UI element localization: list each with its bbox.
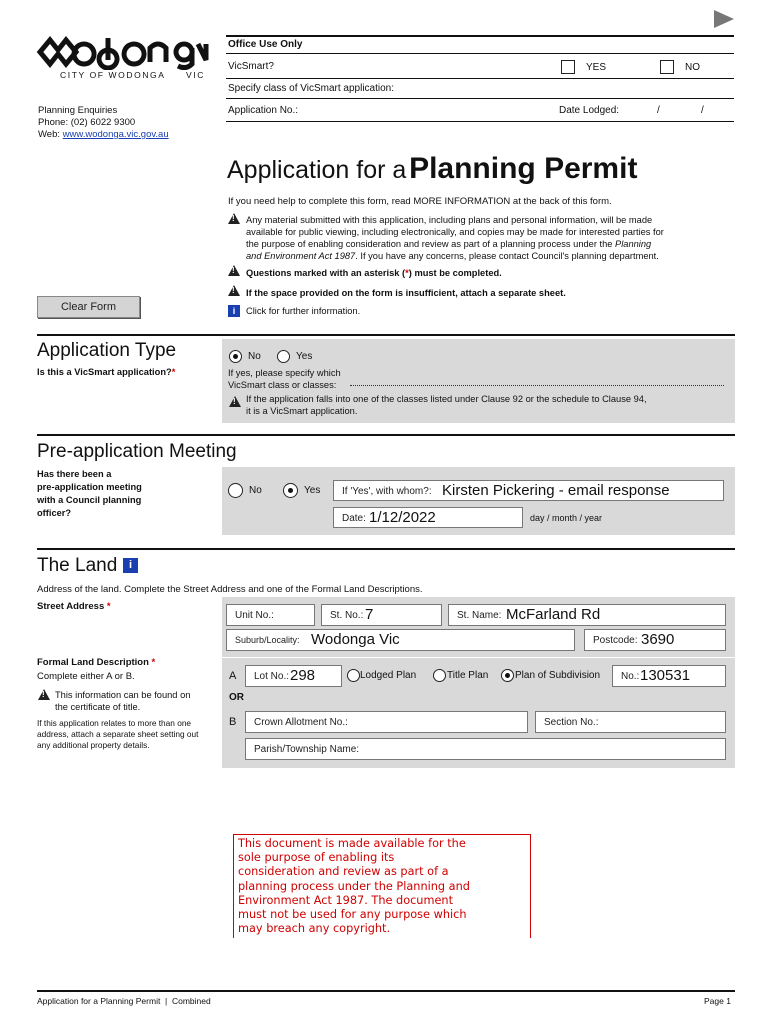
section-no-field[interactable]: Section No.:	[535, 711, 726, 733]
office-no-checkbox[interactable]	[660, 60, 674, 74]
office-rule-1	[226, 53, 734, 54]
unit-no-field[interactable]: Unit No.:	[226, 604, 315, 626]
space-notice: If the space provided on the form is insufficient, attach a separate sheet.	[246, 288, 566, 298]
enquiries-label: Planning Enquiries	[38, 105, 118, 116]
vicsmart-note: If the application falls into one of the classes listed under Clause 92 or the schedule to Clause 94, it is a VicSmart application.	[246, 394, 647, 416]
street-no-field[interactable]: St. No.: 7	[321, 604, 442, 626]
planning-enquiries	[38, 105, 169, 141]
wodonga-logo	[36, 34, 211, 82]
street-no-value: 7	[365, 606, 374, 623]
office-top-rule	[226, 35, 734, 37]
footer-rule	[37, 990, 735, 992]
warning-icon	[228, 213, 240, 224]
pre-app-yes-radio[interactable]	[283, 483, 298, 498]
office-no-label: NO	[685, 62, 700, 73]
certificate-note: This information can be found on the certificate of title.	[55, 690, 191, 712]
pre-app-yes-label: Yes	[304, 485, 321, 496]
title-plan-label: Title Plan	[447, 670, 489, 681]
title-main: Planning Permit	[409, 152, 638, 185]
vicsmart-no-label: No	[248, 351, 261, 362]
with-whom-field[interactable]: If 'Yes', with whom?: Kirsten Pickering - email response	[333, 480, 724, 501]
with-whom-value: Kirsten Pickering - email response	[442, 482, 670, 499]
vicsmart-specify-label: If yes, please specify which VicSmart class or classes:	[228, 368, 341, 390]
pre-app-no-radio[interactable]	[228, 483, 243, 498]
office-specify-label: Specify class of VicSmart application:	[228, 83, 395, 94]
section-pre-application: Pre-application Meeting	[37, 441, 237, 462]
formal-description-label: Formal Land Description *	[37, 657, 156, 668]
date-format-hint: day / month / year	[530, 513, 603, 523]
page-number: Page 1	[704, 996, 731, 1006]
office-date-lodged-label: Date Lodged:	[559, 105, 620, 116]
office-rule-3	[226, 98, 734, 99]
lodged-plan-radio[interactable]	[347, 669, 360, 682]
logo-vic-text: VIC	[186, 70, 205, 80]
pre-app-no-label: No	[249, 485, 262, 496]
wodonga-logo-mark	[36, 34, 211, 70]
office-use-title: Office Use Only	[228, 39, 303, 50]
meeting-date-field[interactable]: Date: 1/12/2022	[333, 507, 523, 528]
parish-township-field[interactable]: Parish/Township Name:	[245, 738, 726, 760]
section-rule	[37, 434, 735, 436]
crown-allotment-field[interactable]: Crown Allotment No.:	[245, 711, 528, 733]
office-rule-2	[226, 78, 734, 79]
click-info-text: Click for further information.	[246, 306, 361, 316]
vicsmart-yes-label: Yes	[296, 351, 313, 362]
vicsmart-no-radio[interactable]	[229, 350, 242, 363]
meeting-date-value: 1/12/2022	[369, 509, 436, 526]
multi-address-note: If this application relates to more than one address, attach a separate sheet setting out any additional property details.	[37, 718, 199, 750]
copyright-notice: This document is made available for the sole purpose of enabling its consideration and review as part of a planning process under the Planning and Environment Act 1987. The document must not be used for any purpose which may breach any copyright.	[233, 834, 531, 938]
land-info-icon[interactable]: i	[123, 558, 138, 573]
street-address-label: Street Address *	[37, 601, 111, 612]
lot-no-field[interactable]: Lot No.: 298	[245, 665, 342, 687]
footer-title: Application for a Planning Permit | Combined	[37, 996, 211, 1006]
plan-of-subdivision-label: Plan of Subdivision	[515, 670, 601, 681]
postcode-field[interactable]: Postcode: 3690	[584, 629, 726, 651]
office-app-no-label: Application No.:	[228, 105, 299, 116]
vicsmart-class-field[interactable]	[350, 385, 724, 386]
warning-icon	[228, 285, 240, 296]
pre-app-question: Has there been a pre-application meeting with a Council planning officer?	[37, 469, 142, 518]
warning-icon	[228, 265, 240, 276]
option-a-label: A	[229, 670, 237, 682]
next-page-arrow-icon[interactable]	[714, 10, 734, 28]
office-yes-label: YES	[586, 62, 607, 73]
complete-either-text: Complete either A or B.	[37, 671, 135, 682]
material-notice: Any material submitted with this application, including plans and personal information, will be made available for public viewing, including electronically, and copies may be made for interested parties for the purpose of enabling consideration and review as part of a planning process under the Planning and Environment Act 1987. If you have any concerns, please contact Council's planning department.	[246, 215, 664, 261]
warning-icon	[229, 396, 241, 407]
section-the-land: The Land	[37, 555, 118, 576]
lot-no-value: 298	[290, 667, 316, 684]
land-instruction: Address of the land. Complete the Street Address and one of the Formal Land Descriptions.	[37, 584, 423, 595]
street-name-value: McFarland Rd	[506, 606, 601, 623]
office-rule-4	[226, 121, 734, 122]
clear-form-button[interactable]: Clear Form	[37, 296, 140, 318]
website-link[interactable]: www.wodonga.vic.gov.au	[62, 129, 169, 140]
logo-city-text: CITY OF WODONGA	[60, 70, 166, 80]
suburb-field[interactable]: Suburb/Locality: Wodonga Vic	[226, 629, 575, 651]
plan-no-field[interactable]: No.: 130531	[612, 665, 726, 687]
asterisk-notice: Questions marked with an asterisk (*) must be completed.	[246, 268, 502, 278]
enquiries-phone: Phone: (02) 6022 9300	[38, 117, 136, 128]
office-date-slash-2: /	[701, 105, 704, 116]
lodged-plan-label: Lodged Plan	[360, 670, 417, 681]
office-vicsmart-label: VicSmart?	[228, 61, 274, 72]
postcode-value: 3690	[641, 631, 675, 648]
page-title	[227, 152, 637, 186]
plan-of-subdivision-radio[interactable]	[501, 669, 514, 682]
option-b-label: B	[229, 716, 237, 728]
section-rule	[37, 334, 735, 336]
section-application-type: Application Type	[37, 340, 177, 361]
office-date-slash-1: /	[657, 105, 660, 116]
vicsmart-question: Is this a VicSmart application?*	[37, 367, 176, 377]
or-label: OR	[229, 692, 244, 703]
office-yes-checkbox[interactable]	[561, 60, 575, 74]
title-plan-radio[interactable]	[433, 669, 446, 682]
street-name-field[interactable]: St. Name: McFarland Rd	[448, 604, 726, 626]
plan-no-value: 130531	[640, 667, 691, 684]
suburb-value: Wodonga Vic	[311, 631, 400, 648]
enquiries-web: Web: www.wodonga.vic.gov.au	[38, 129, 169, 140]
help-text: If you need help to complete this form, read MORE INFORMATION at the back of this form.	[228, 196, 612, 207]
vicsmart-yes-radio[interactable]	[277, 350, 290, 363]
title-prefix: Application for a	[227, 156, 407, 184]
warning-icon	[38, 689, 50, 700]
info-icon[interactable]: i	[228, 305, 240, 317]
section-rule	[37, 548, 735, 550]
